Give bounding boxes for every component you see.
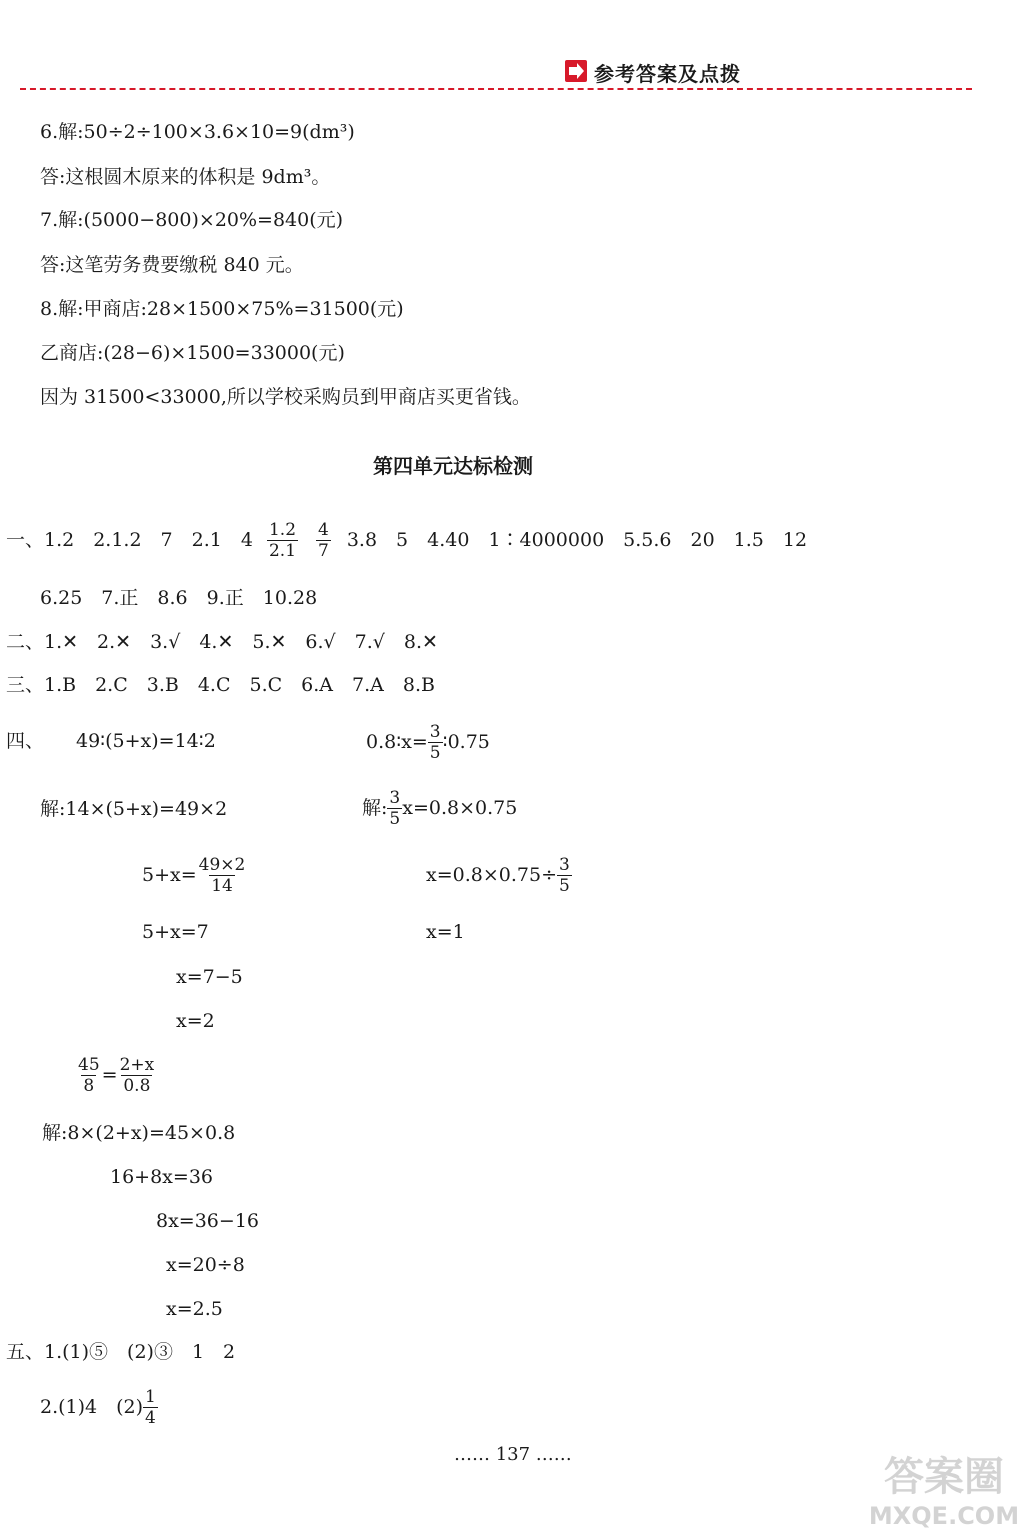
answer-6-conclusion: 答:这根圆木原来的体积是 9dm³。 [40, 166, 331, 188]
answer-7-conclusion: 答:这笔劳务费要缴税 840 元。 [40, 254, 304, 276]
equation-3: $\frac{45}{8}$ = $\frac{2+x}{0.8}$ [78, 1054, 155, 1096]
equation-1: 49∶(5+x)=14∶2 [76, 730, 216, 752]
equation-2-step-2: x=0.8×0.75÷ $\frac{3}{5}$ [426, 854, 570, 896]
answer-8-conclusion: 因为 31500<33000,所以学校采购员到甲商店买更省钱。 [40, 386, 531, 408]
equation-3-step-4: x=20÷8 [166, 1254, 245, 1276]
equation-1-step-2: 5+x= $\frac{49\times 2}{14}$ [142, 854, 246, 896]
fraction: $\frac{3}{5}$ [429, 721, 441, 763]
equation-3-step-5: x=2.5 [166, 1298, 223, 1320]
part5-answers-2: 2.(1)4 (2) $\frac{1}{4}$ [40, 1386, 156, 1428]
equation-3-step-1: 解:8×(2+x)=45×0.8 [42, 1122, 236, 1144]
part4-label: 四、 [6, 730, 45, 752]
equation-2-step-3: x=1 [426, 921, 465, 943]
page-number: …… 137 …… [454, 1444, 572, 1465]
header-title: 参考答案及点拨 [594, 62, 741, 86]
part1-answers-row2: 6.25 7.正 8.6 9.正 10.28 [40, 587, 318, 609]
watermark-top-text: 答案圈 [884, 1454, 1004, 1500]
equation-2-step-1: 解: $\frac{3}{5}$ x=0.8×0.75 [362, 787, 518, 829]
section-title: 第四单元达标检测 [373, 454, 533, 478]
equation-2: 0.8∶x= $\frac{3}{5}$ ∶0.75 [366, 721, 490, 763]
part1-text-a: 一、1.2 2.1.2 7 2.1 4 [6, 529, 253, 551]
answer-8-step: 乙商店:(28−6)×1500=33000(元) [40, 342, 345, 364]
equation-1-step-3: 5+x=7 [142, 921, 209, 943]
watermark-bottom-text: MXQE.COM [868, 1502, 1020, 1530]
part2-answers: 二、1.✕ 2.✕ 3.√ 4.✕ 5.✕ 6.√ 7.√ 8.✕ [6, 631, 438, 653]
header-divider [20, 88, 972, 90]
watermark-logo [866, 1446, 1022, 1530]
part3-answers: 三、1.B 2.C 3.B 4.C 5.C 6.A 7.A 8.B [6, 674, 435, 696]
fraction: $\frac{3}{5}$ [559, 854, 570, 896]
fraction: $\frac{45}{8}$ [78, 1054, 100, 1096]
arrow-icon [565, 60, 587, 82]
equation-1-step-4: x=7−5 [176, 966, 243, 988]
part1-answers-row1 [6, 518, 807, 562]
fraction: $\frac{1}{4}$ [145, 1386, 156, 1428]
part5-answers-1: 五、1.(1)⑤ (2)③ 1 2 [6, 1341, 236, 1363]
equation-3-step-3: 8x=36−16 [156, 1210, 259, 1232]
equation-3-step-2: 16+8x=36 [110, 1166, 213, 1188]
fraction: $\frac{49\times 2}{14}$ [198, 854, 246, 896]
equation-1-step-5: x=2 [176, 1010, 215, 1032]
fraction: $\frac{3}{5}$ [389, 787, 401, 829]
fraction: $\frac{2+x}{0.8}$ [119, 1054, 155, 1096]
fraction: $\frac{4}{7}$ [318, 519, 329, 561]
answer-6-solution: 6.解:50÷2÷100×3.6×10=9(dm³) [40, 121, 355, 143]
equation-1-step-1: 解:14×(5+x)=49×2 [40, 798, 228, 820]
part1-text-b: 3.8 5 4.40 1∶4000000 5.5.6 20 1.5 12 [346, 529, 808, 551]
answer-7-solution: 7.解:(5000−800)×20%=840(元) [40, 209, 344, 231]
answer-8-solution: 8.解:甲商店:28×1500×75%=31500(元) [40, 298, 404, 320]
fraction: $\frac{1.2}{2.1}$ [268, 519, 297, 561]
